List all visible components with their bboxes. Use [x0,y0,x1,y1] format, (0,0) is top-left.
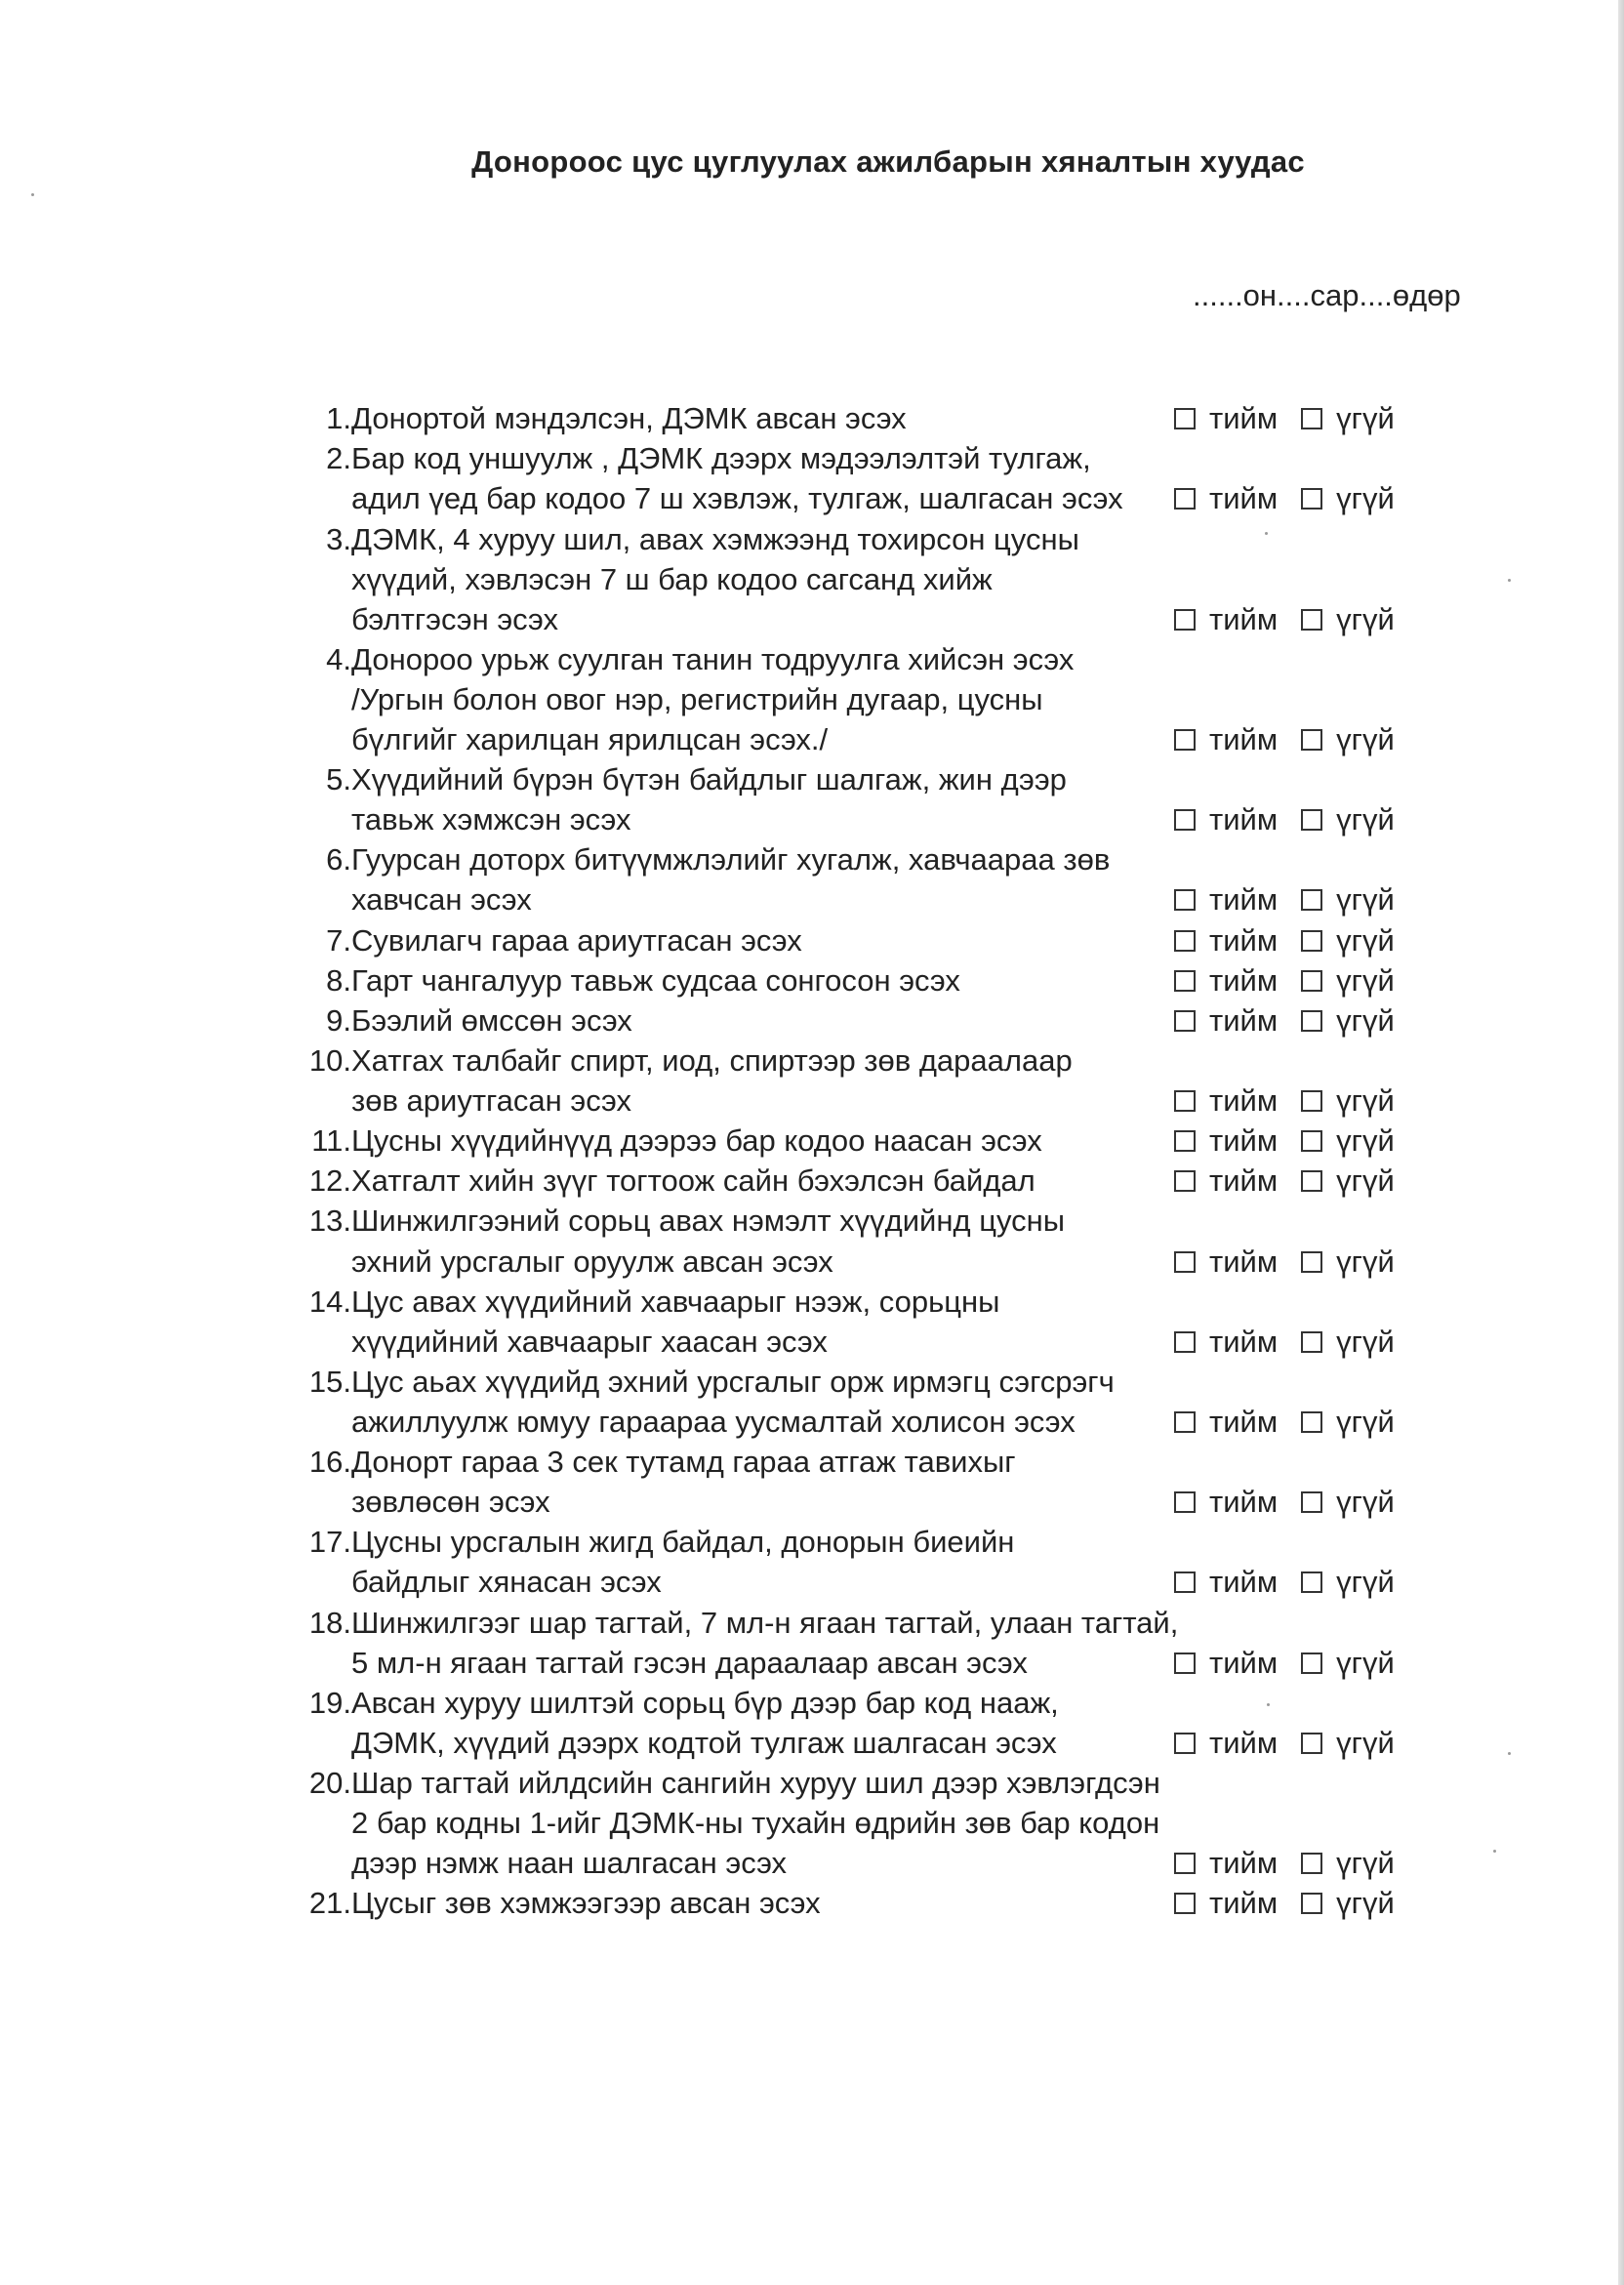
item-text-line: ДЭМК, 4 хуруу шил, авах хэмжээнд тохирсон цусны [351,522,1079,556]
item-text-line: 2 бар кодны 1-ийг ДЭМК-ны тухайн өдрийн зөв бар кодон [351,1806,1160,1840]
no-checkbox[interactable] [1301,809,1322,831]
no-label: үгүй [1336,1646,1395,1680]
yes-checkbox[interactable] [1174,1010,1196,1032]
no-label: үгүй [1336,1163,1395,1198]
item-text-line: Авсан хуруу шилтэй сорьц бүр дээр бар код нааж, [351,1686,1059,1720]
yes-checkbox[interactable] [1174,1571,1196,1593]
yes-label: тийм [1209,481,1279,515]
yes-checkbox[interactable] [1174,1411,1196,1433]
no-checkbox[interactable] [1301,1491,1322,1513]
item-text-line: Шинжилгээг шар тагтай, 7 мл-н ягаан тагтай, улаан тагтай, [351,1606,1179,1640]
yes-no-choices [1174,1402,1395,1442]
document-title: Донороос цус цуглуулах ажилбарын хяналтын хуудас [471,144,1305,179]
no-label: үгүй [1336,602,1395,636]
item-number: 8. [326,963,351,998]
item-text-line: Цусыг зөв хэмжээгээр авсан эсэх [351,1886,821,1920]
yes-no-choices [1174,1562,1395,1602]
item-number: 1. [326,401,351,435]
yes-checkbox[interactable] [1174,1170,1196,1192]
item-text-line: Сувилагч гараа ариутгасан эсэх [351,923,802,958]
yes-checkbox[interactable] [1174,488,1196,510]
yes-label: тийм [1209,923,1279,958]
yes-no-choices [1174,879,1395,919]
item-text-line: Хатгалт хийн зүүг тогтоож сайн бэхэлсэн байдал [351,1163,1035,1198]
item-text-line: эхний урсгалыг оруулж авсан эсэх [351,1245,833,1279]
item-text-line: Гуурсан доторх битүүмжлэлийг хугалж, хавчаараа зөв [351,842,1111,877]
no-checkbox[interactable] [1301,889,1322,911]
item-number: 10. [308,1043,351,1078]
yes-label: тийм [1209,401,1279,435]
item-text-line: Цус аьах хүүдийд эхний урсгалыг орж ирмэгц сэгсрэгч [351,1365,1115,1399]
yes-checkbox[interactable] [1174,930,1196,952]
no-checkbox[interactable] [1301,1010,1322,1032]
yes-label: тийм [1209,1083,1279,1118]
no-checkbox[interactable] [1301,1571,1322,1593]
yes-label: тийм [1209,1846,1279,1880]
yes-no-choices [1174,1482,1395,1522]
item-text-line: хавчсан эсэх [351,882,532,917]
yes-no-choices [1174,1081,1395,1121]
no-label: үгүй [1336,401,1395,435]
yes-no-choices [1174,799,1395,839]
item-number: 14. [308,1285,351,1319]
yes-label: тийм [1209,1003,1279,1038]
item-text-line: Донороо урьж суулган танин тодруулга хийсэн эсэх [351,642,1075,676]
yes-label: тийм [1209,1726,1279,1760]
yes-no-choices [1174,1121,1395,1161]
scan-speck [1508,579,1511,582]
yes-checkbox[interactable] [1174,729,1196,751]
yes-label: тийм [1209,722,1279,756]
yes-checkbox[interactable] [1174,1251,1196,1273]
no-checkbox[interactable] [1301,1130,1322,1152]
item-text-line: тавьж хэмжсэн эсэх [351,802,631,836]
no-label: үгүй [1336,1405,1395,1439]
yes-no-choices [1174,478,1395,518]
item-text-line: Гарт чангалуур тавьж судсаа сонгосон эсэх [351,963,960,998]
no-checkbox[interactable] [1301,930,1322,952]
yes-no-choices [1174,1000,1395,1040]
yes-checkbox[interactable] [1174,889,1196,911]
no-checkbox[interactable] [1301,729,1322,751]
no-checkbox[interactable] [1301,1331,1322,1353]
item-number: 21. [308,1886,351,1920]
item-text-line: Цусны хүүдийнүүд дээрээ бар кодоо наасан эсэх [351,1123,1042,1158]
item-text-line: Шинжилгээний сорьц авах нэмэлт хүүдийнд цусны [351,1204,1065,1238]
yes-checkbox[interactable] [1174,1653,1196,1674]
item-number: 11. [311,1123,351,1158]
yes-label: тийм [1209,1325,1279,1359]
no-label: үгүй [1336,481,1395,515]
item-text-line: ажиллуулж юмуу гараараа уусмалтай холисон эсэх [351,1405,1076,1439]
yes-label: тийм [1209,1245,1279,1279]
no-checkbox[interactable] [1301,1411,1322,1433]
no-label: үгүй [1336,1245,1395,1279]
yes-checkbox[interactable] [1174,1853,1196,1874]
no-checkbox[interactable] [1301,1090,1322,1112]
yes-checkbox[interactable] [1174,1491,1196,1513]
yes-no-choices [1174,1643,1395,1683]
item-number: 19. [308,1686,351,1720]
no-label: үгүй [1336,1123,1395,1158]
item-text-line: Бээлий өмссөн эсэх [351,1003,632,1038]
item-text-line: Хүүдийний бүрэн бүтэн байдлыг шалгаж, жин дээр [351,762,1067,796]
yes-no-choices [1174,1161,1395,1201]
yes-label: тийм [1209,1163,1279,1198]
yes-checkbox[interactable] [1174,1893,1196,1914]
yes-label: тийм [1209,1565,1279,1599]
no-label: үгүй [1336,1083,1395,1118]
no-label: үгүй [1336,1003,1395,1038]
yes-checkbox[interactable] [1174,1130,1196,1152]
item-text-line: 5 мл-н ягаан тагтай гэсэн дараалаар авсан эсэх [351,1646,1028,1680]
item-number: 17. [308,1525,351,1559]
no-checkbox[interactable] [1301,1853,1322,1874]
item-text-line: Донортой мэндэлсэн, ДЭМК авсан эсэх [351,401,907,435]
scan-speck [31,193,34,196]
yes-checkbox[interactable] [1174,1733,1196,1754]
no-checkbox[interactable] [1301,1733,1322,1754]
no-checkbox[interactable] [1301,1251,1322,1273]
item-number: 20. [308,1766,351,1800]
no-label: үгүй [1336,923,1395,958]
item-text-line: байдлыг хянасан эсэх [351,1565,662,1599]
yes-no-choices [1174,398,1395,438]
yes-label: тийм [1209,1123,1279,1158]
no-label: үгүй [1336,722,1395,756]
yes-label: тийм [1209,1886,1279,1920]
scan-speck [1267,1703,1270,1706]
no-label: үгүй [1336,1485,1395,1519]
no-checkbox[interactable] [1301,1893,1322,1914]
item-text-line: зөвлөсөн эсэх [351,1485,550,1519]
no-checkbox[interactable] [1301,488,1322,510]
yes-no-choices [1174,1883,1395,1923]
item-number: 3. [326,522,351,556]
item-text-line: /Ургын болон овог нэр, регистрийн дугаар, цусны [351,682,1043,716]
no-label: үгүй [1336,1565,1395,1599]
yes-checkbox[interactable] [1174,1331,1196,1353]
yes-label: тийм [1209,882,1279,917]
item-text-line: Бар код уншуулж , ДЭМК дээрх мэдээлэлтэй тулгаж, [351,441,1091,475]
no-label: үгүй [1336,802,1395,836]
item-text-line: Цусны урсгалын жигд байдал, донорын биеийн [351,1525,1015,1559]
item-text-line: бэлтгэсэн эсэх [351,602,558,636]
item-text-line: Цус авах хүүдийний хавчаарыг нээж, сорьцны [351,1285,1000,1319]
item-number: 6. [326,842,351,877]
yes-no-choices [1174,1843,1395,1883]
yes-checkbox[interactable] [1174,408,1196,429]
date-line: ......он....сар....өдөр [1193,278,1461,312]
item-text-line: Шар тагтай ийлдсийн сангийн хуруу шил дээр хэвлэгдсэн [351,1766,1160,1800]
yes-no-choices [1174,1322,1395,1362]
yes-label: тийм [1209,602,1279,636]
scan-speck [1493,1850,1496,1853]
yes-no-choices [1174,920,1395,960]
yes-no-choices [1174,960,1395,1000]
yes-no-choices [1174,1242,1395,1282]
item-text-line: ДЭМК, хүүдий дээрх кодтой тулгаж шалгасан эсэх [351,1726,1057,1760]
no-checkbox[interactable] [1301,970,1322,992]
yes-label: тийм [1209,1646,1279,1680]
item-number: 18. [308,1606,351,1640]
no-checkbox[interactable] [1301,609,1322,631]
item-text-line: Хатгах талбайг спирт, иод, спиртээр зөв дараалаар [351,1043,1073,1078]
item-number: 15. [308,1365,351,1399]
no-label: үгүй [1336,1325,1395,1359]
item-number: 2. [326,441,351,475]
yes-label: тийм [1209,802,1279,836]
yes-no-choices [1174,719,1395,759]
item-number: 13. [308,1204,351,1238]
no-label: үгүй [1336,882,1395,917]
no-checkbox[interactable] [1301,1170,1322,1192]
yes-label: тийм [1209,963,1279,998]
no-label: үгүй [1336,1726,1395,1760]
item-number: 12. [308,1163,351,1198]
item-number: 4. [326,642,351,676]
scan-speck [1265,532,1268,535]
yes-checkbox[interactable] [1174,1090,1196,1112]
yes-no-choices [1174,599,1395,639]
item-text-line: зөв ариутгасан эсэх [351,1083,632,1118]
no-label: үгүй [1336,963,1395,998]
no-checkbox[interactable] [1301,1653,1322,1674]
yes-label: тийм [1209,1485,1279,1519]
item-text-line: бүлгийг харилцан ярилцсан эсэх./ [351,722,829,756]
yes-no-choices [1174,1723,1395,1763]
item-text-line: хүүдийний хавчаарыг хаасан эсэх [351,1325,828,1359]
item-text-line: дээр нэмж наан шалгасан эсэх [351,1846,788,1880]
yes-label: тийм [1209,1405,1279,1439]
no-label: үгүй [1336,1886,1395,1920]
yes-checkbox[interactable] [1174,970,1196,992]
item-number: 5. [326,762,351,796]
no-label: үгүй [1336,1846,1395,1880]
yes-checkbox[interactable] [1174,809,1196,831]
scan-speck [1508,1752,1511,1755]
yes-checkbox[interactable] [1174,609,1196,631]
item-text-line: адил үед бар кодоо 7 ш хэвлэж, тулгаж, шалгасан эсэх [351,481,1123,515]
item-text-line: хүүдий, хэвлэсэн 7 ш бар кодоо сагсанд хийж [351,562,993,596]
no-checkbox[interactable] [1301,408,1322,429]
item-number: 7. [326,923,351,958]
item-text-line: Донорт гараа 3 сек тутамд гараа атгаж тавихыг [351,1445,1016,1479]
item-number: 16. [308,1445,351,1479]
item-number: 9. [326,1003,351,1038]
